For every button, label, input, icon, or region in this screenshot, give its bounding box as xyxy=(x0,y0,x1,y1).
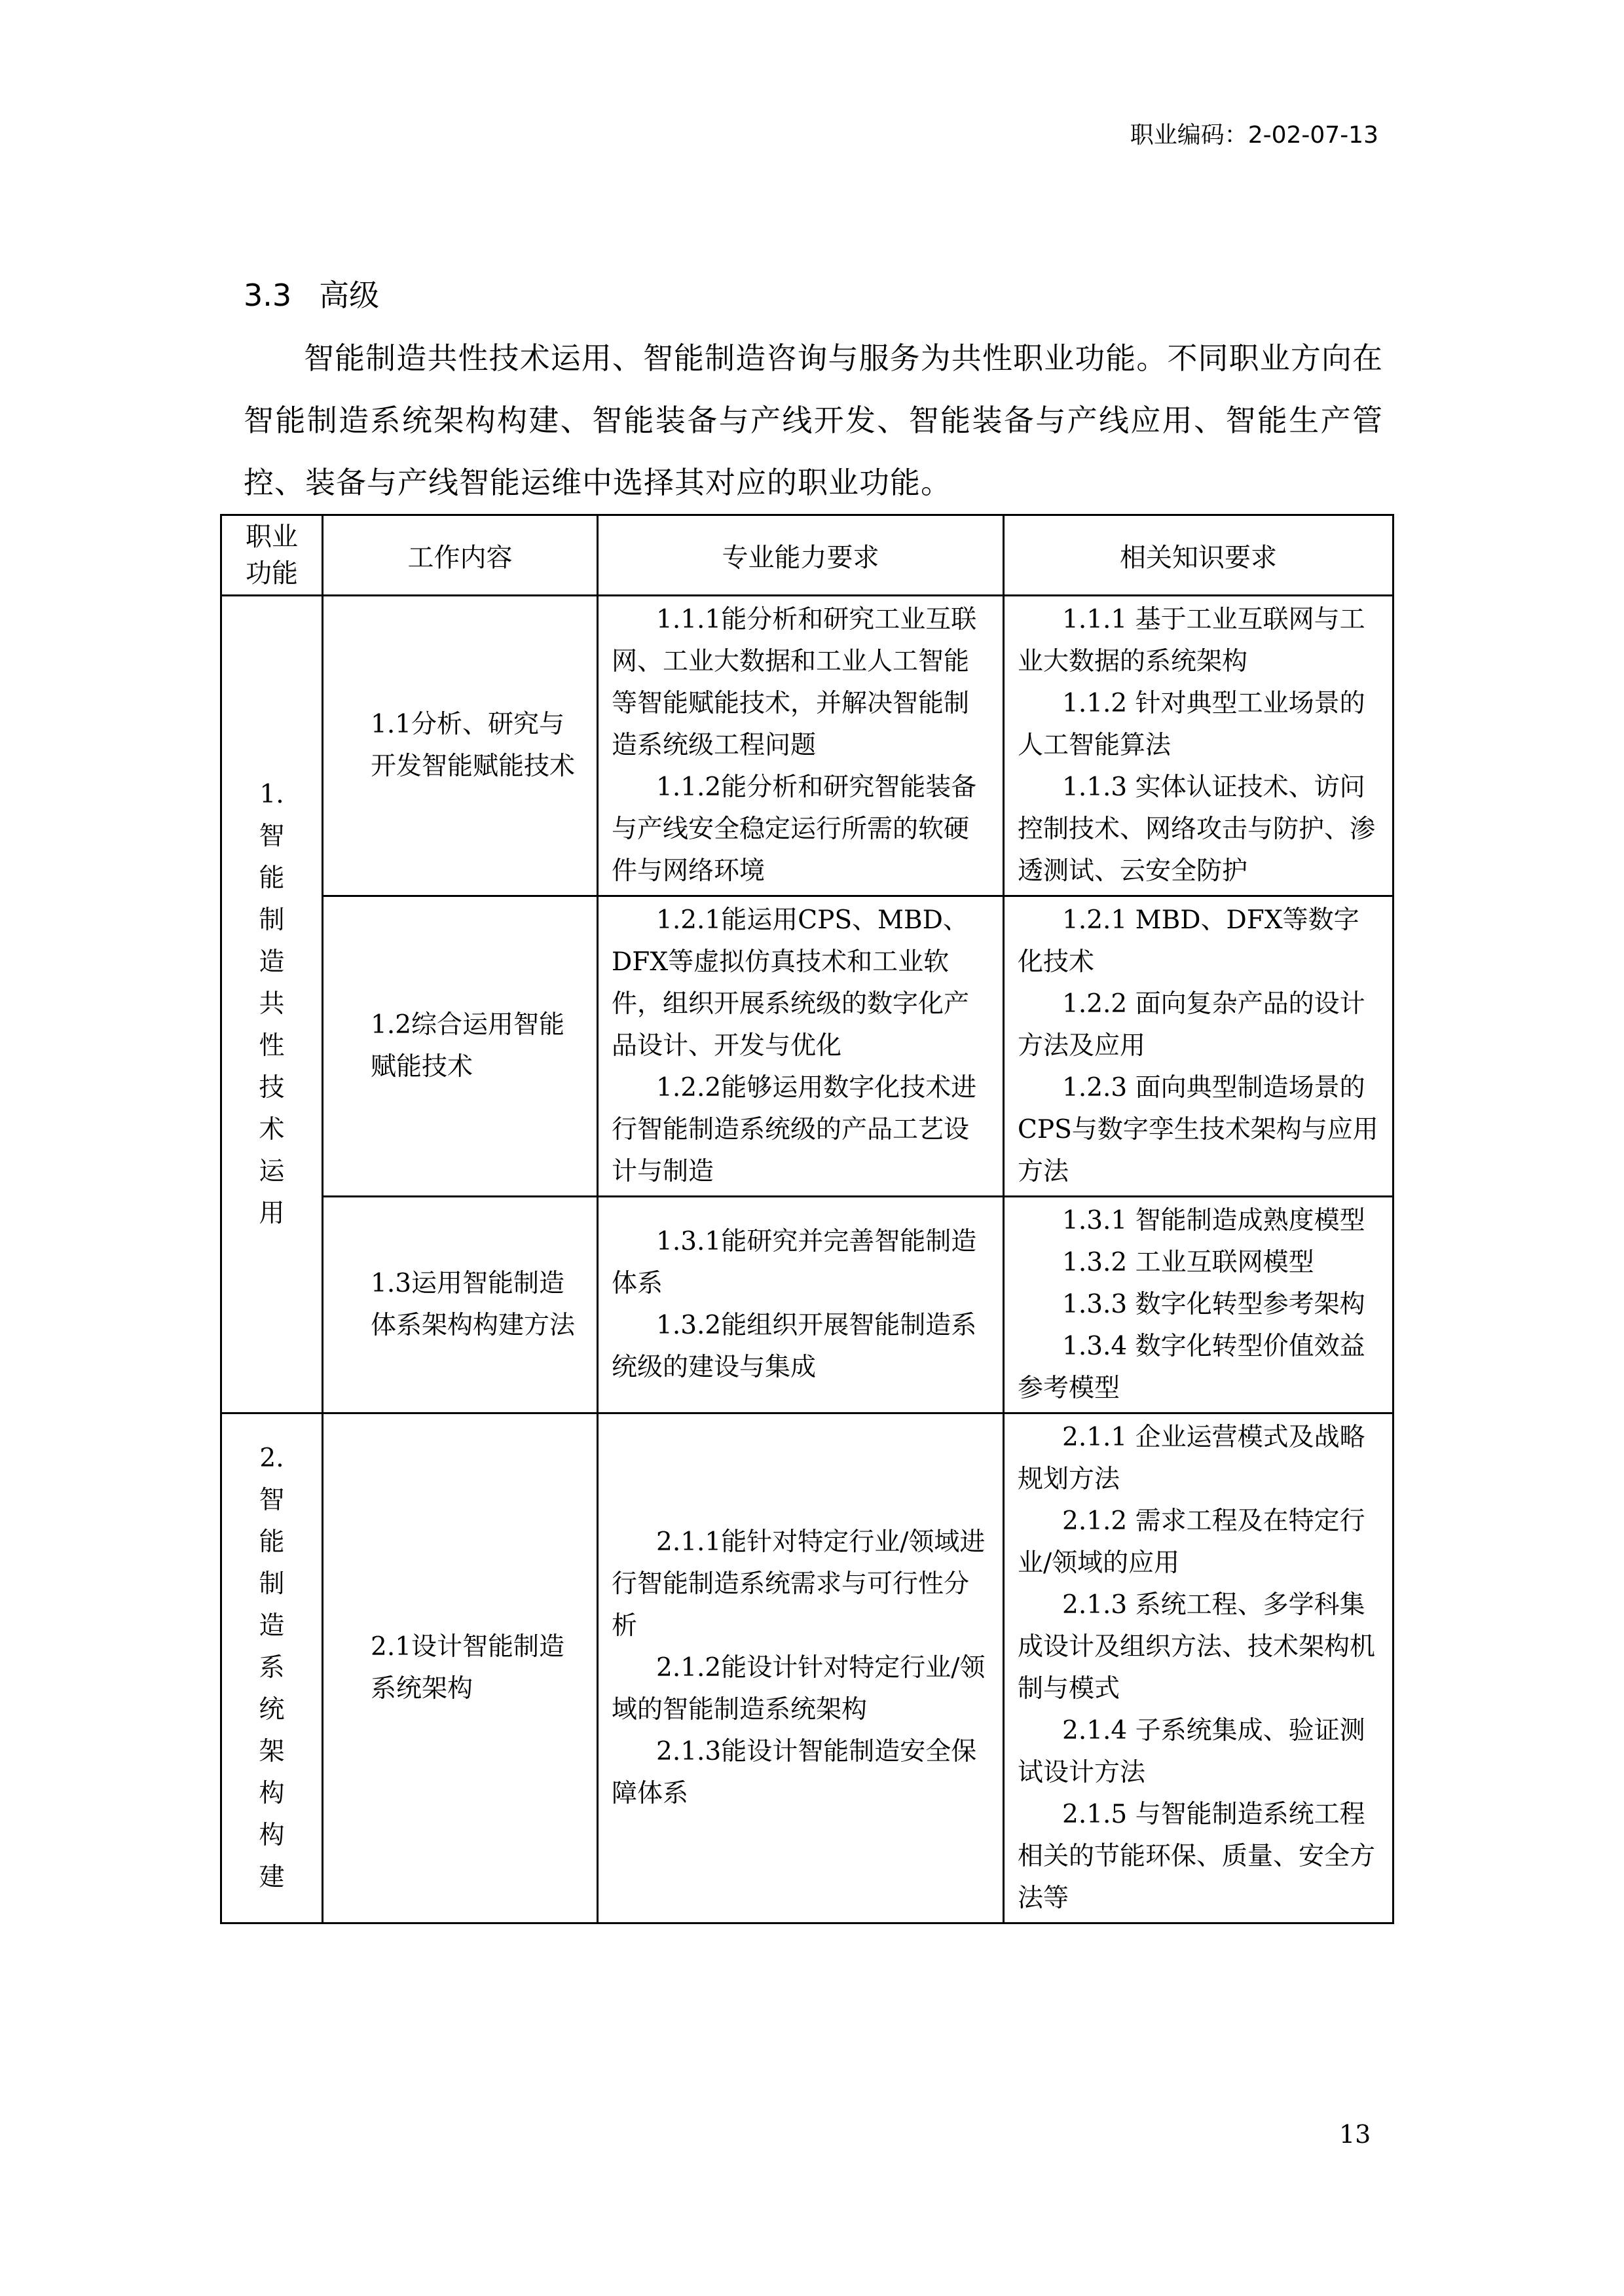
work-content-cell xyxy=(323,896,598,1197)
table-header-row xyxy=(221,515,1393,596)
header-ability: 专业能力要求 xyxy=(598,515,1004,596)
work-content: 2.1设计智能制造系统架构 xyxy=(371,1632,565,1704)
knowledge-item: 2.1.4 子系统集成、验证测试设计方法 xyxy=(1018,1716,1365,1787)
header-knowledge: 相关知识要求 xyxy=(1004,515,1393,596)
knowledge-cell xyxy=(1004,1197,1393,1413)
table-row xyxy=(221,1197,1393,1413)
header-content: 工作内容 xyxy=(323,515,598,596)
knowledge-item: 1.2.2 面向复杂产品的设计方法及应用 xyxy=(1018,989,1365,1061)
ability-cell xyxy=(598,1413,1004,1923)
function-line: 智能 xyxy=(259,822,302,893)
work-content: 1.1分析、研究与开发智能赋能技术 xyxy=(371,710,576,781)
knowledge-item: 2.1.1 企业运营模式及战略规划方法 xyxy=(1018,1423,1365,1494)
function-cell-2 xyxy=(221,1413,323,1923)
ability-item: 1.1.2能分析和研究智能装备与产线安全稳定运行所需的软硬件与网络环境 xyxy=(612,773,977,886)
knowledge-item: 1.3.4 数字化转型价值效益参考模型 xyxy=(1018,1332,1365,1403)
function-line: 运用 xyxy=(259,1157,302,1228)
occupation-code: 职业编码：2-02-07-13 xyxy=(1130,122,1378,149)
ability-item: 2.1.1能针对特定行业/领域进行智能制造系统需求与可行性分析 xyxy=(612,1527,986,1641)
ability-item: 2.1.3能设计智能制造安全保障体系 xyxy=(612,1737,977,1808)
work-content-cell xyxy=(323,1413,598,1923)
function-line: 构建 xyxy=(259,1821,302,1892)
section-title: 高级 xyxy=(319,278,380,313)
function-number: 2. xyxy=(259,1444,284,1473)
function-cell-1 xyxy=(221,596,323,1413)
knowledge-item: 2.1.3 系统工程、多学科集成设计及组织方法、技术架构机制与模式 xyxy=(1018,1590,1376,1704)
work-content: 1.2综合运用智能赋能技术 xyxy=(371,1010,565,1082)
knowledge-item: 2.1.5 与智能制造系统工程相关的节能环保、质量、安全方法等 xyxy=(1018,1800,1376,1913)
function-line: 共性 xyxy=(259,989,302,1061)
knowledge-item: 1.1.3 实体认证技术、访问控制技术、网络攻击与防护、渗透测试、云安全防护 xyxy=(1018,773,1376,886)
ability-item: 1.3.1能研究并完善智能制造体系 xyxy=(612,1227,977,1298)
ability-cell xyxy=(598,596,1004,896)
knowledge-item: 1.3.2 工业互联网模型 xyxy=(1062,1248,1314,1277)
ability-item: 2.1.2能设计针对特定行业/领域的智能制造系统架构 xyxy=(612,1653,986,1724)
page-number: 13 xyxy=(1339,2120,1371,2149)
knowledge-cell xyxy=(1004,1413,1393,1923)
function-line: 系统 xyxy=(259,1653,302,1724)
knowledge-cell xyxy=(1004,896,1393,1197)
function-line: 制造 xyxy=(259,905,302,977)
knowledge-item: 1.1.1 基于工业互联网与工业大数据的系统架构 xyxy=(1018,605,1365,676)
ability-item: 1.3.2能组织开展智能制造系统级的建设与集成 xyxy=(612,1311,977,1382)
competency-table xyxy=(220,514,1394,1924)
work-content-cell xyxy=(323,596,598,896)
intro-paragraph: 智能制造共性技术运用、智能制造咨询与服务为共性职业功能。不同职业方向在智能制造系统架构构建、智能装备与产线开发、智能装备与产线应用、智能生产管控、装备与产线智能运维中选择其对应的职业功能。 xyxy=(244,340,1383,500)
work-content-cell xyxy=(323,1197,598,1413)
knowledge-item: 1.3.3 数字化转型参考架构 xyxy=(1062,1290,1365,1319)
section-heading xyxy=(244,272,379,315)
header-function: 职业 功能 xyxy=(221,515,323,596)
knowledge-item: 1.3.1 智能制造成熟度模型 xyxy=(1062,1206,1365,1235)
function-line: 架构 xyxy=(259,1737,302,1808)
knowledge-item: 1.1.2 针对典型工业场景的人工智能算法 xyxy=(1018,689,1365,760)
work-content: 1.3运用智能制造体系架构构建方法 xyxy=(371,1269,576,1340)
ability-item: 1.2.2能够运用数字化技术进行智能制造系统级的产品工艺设计与制造 xyxy=(612,1073,977,1186)
function-line: 技术 xyxy=(259,1073,302,1144)
function-line: 制造 xyxy=(259,1569,302,1641)
knowledge-item: 1.2.1 MBD、DFX等数字化技术 xyxy=(1018,905,1359,977)
ability-item: 1.1.1能分析和研究工业互联网、工业大数据和工业人工智能等智能赋能技术，并解决智能制造系统级工程问题 xyxy=(612,605,977,760)
knowledge-cell xyxy=(1004,596,1393,896)
function-line: 智能 xyxy=(259,1485,302,1557)
table-row xyxy=(221,1413,1393,1923)
knowledge-item: 1.2.3 面向典型制造场景的CPS与数字孪生技术架构与应用方法 xyxy=(1018,1073,1378,1186)
ability-item: 1.2.1能运用CPS、MBD、DFX等虚拟仿真技术和工业软件，组织开展系统级的数字化产品设计、开发与优化 xyxy=(612,905,970,1061)
knowledge-item: 2.1.2 需求工程及在特定行业/领域的应用 xyxy=(1018,1506,1365,1578)
function-number: 1. xyxy=(259,780,284,809)
table-row xyxy=(221,896,1393,1197)
table-row xyxy=(221,596,1393,896)
ability-cell xyxy=(598,1197,1004,1413)
ability-cell xyxy=(598,896,1004,1197)
section-number: 3.3 xyxy=(244,278,292,313)
